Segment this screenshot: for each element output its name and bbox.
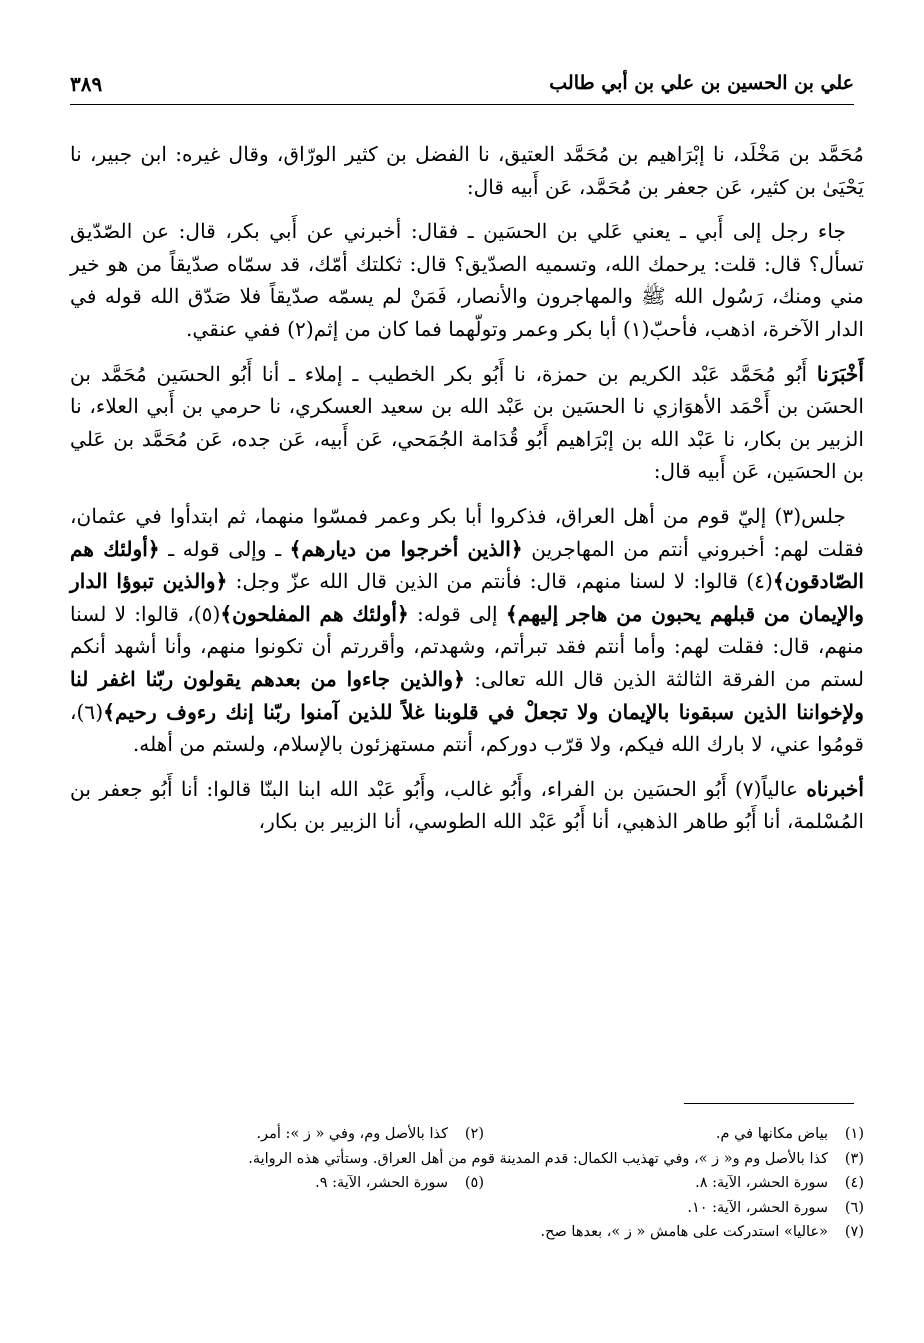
quran-quote-5: ﴿والذين جاءوا من بعدهم يقولون ربّنا اغفر لنا ولإخواننا الذين سبقونا بالإيمان ولا تجعلْ في قلوبنا غلاً للذين آمنوا ربّنا إنك رءوف رحيم﴾: [70, 666, 864, 724]
footnote-7: [541, 1220, 864, 1245]
quran-quote-4: ﴿أولئك هم المفلحون﴾: [220, 601, 409, 626]
footnote-number: (٧): [844, 1224, 864, 1240]
footnote-row: [70, 1196, 864, 1221]
paragraph-4-text-e: (٥)، قالوا: لا لسنا منهم، قال: فقلت لهم: وأما أنتم فقد تبرأتم، وشهدتم، وأقررتم أن تكونوا منهم، وأنا أشهد أنكم لستم من الفرقة الثالثة الذين قال الله تعالى:: [70, 601, 864, 691]
footnote-text: بياض مكانها في م.: [715, 1126, 828, 1142]
footnote-number: (٣): [844, 1150, 864, 1167]
footnote-2: [256, 1122, 484, 1147]
footnote-1: [484, 1122, 864, 1147]
footnote-6: [687, 1196, 864, 1221]
page-header: [70, 72, 854, 105]
main-text: [70, 138, 864, 850]
footnote-number: (٦): [844, 1199, 864, 1216]
footnote-5: [315, 1171, 484, 1196]
paragraph-3-text: أَبُو مُحَمَّد عَبْد الكريم بن حمزة، نا أَبُو بكر الخطيب ـ إملاء ـ أنا أَبُو الحسَين مُحَمَّد بن الحسَن بن أَحْمَد الأهوَازي نا الحسَين بن عَبْد الله بن سعيد العسكري، نا حرمي بن أَبي العلاء، نا الزبير بن بكار، نا عَبْد الله بن إبْرَاهيم أَبُو قُدَامة الجُمَحي، عَن أَبيه، عَن جده، عَن مُحَمَّد بن عَلي بن الحسَين، عَن أَبيه قال:: [70, 361, 864, 484]
paragraph-4: [70, 500, 864, 761]
footnote-row: [70, 1122, 864, 1147]
footnote-4: [484, 1171, 864, 1196]
footnote-text: سورة الحشر، الآية: ٨.: [695, 1175, 828, 1191]
footnote-text: كذا بالأصل وم، وفي « ز »: أمر.: [256, 1126, 448, 1142]
paragraph-4-text-c: (٤) قالوا: لا لسنا منهم، قال: فأنتم من الذين قال الله عزّ وجل:: [227, 569, 773, 594]
paragraph-1: [70, 138, 864, 203]
quran-quote-1: ﴿الذين أخرجوا من ديارهم﴾: [289, 536, 523, 561]
footnote-row: [70, 1171, 864, 1196]
paragraph-4-text-f: (٦)، قومُوا عني، لا بارك الله فيكم، ولا قرّب دوركم، أنتم مستهزئون بالإسلام، ولستم من أهله.: [70, 699, 864, 757]
paragraph-4-text-b: ـ وإلى قوله ـ: [159, 536, 290, 561]
footnotes: [70, 1122, 864, 1245]
paragraph-5: [70, 773, 864, 838]
footnote-text: كذا بالأصل وم و« ز »، وفي تهذيب الكمال: قدم المدينة قوم من أهل العراق. وستأتي هذه الرواية.: [248, 1150, 828, 1167]
footnote-separator: [684, 1103, 854, 1104]
paragraph-2: [70, 215, 864, 345]
footnote-number: (٢): [464, 1126, 484, 1142]
paragraph-4-text-a: جلس(٣) إليّ قوم من أهل العراق، فذكروا أبا بكر وعمر فمسّوا منهما، ثم ابتدأوا في عثمان، فقلت لهم: أخبروني أنتم من المهاجرين: [70, 503, 864, 561]
footnote-number: (٥): [464, 1175, 484, 1191]
footnote-row: [70, 1220, 864, 1245]
running-title: علي بن الحسين بن علي بن أبي طالب: [549, 72, 854, 94]
page-number: ٣٨٩: [70, 72, 103, 96]
footnote-number: (١): [844, 1126, 864, 1142]
paragraph-5-text: عالياً(٧) أَبُو الحسَين بن الفراء، وأَبُو غالب، وأَبُو عَبْد الله ابنا البنّا قالوا: أنا أَبُو جعفر بن المُسْلمة، أنا أَبُو طاهر الذهبي، أنا أَبُو عَبْد الله الطوسي، أنا الزبير بن بكار،: [70, 776, 864, 834]
quran-quote-2: ﴿أولئك هم الصّادقون﴾: [70, 536, 864, 594]
chain-lead-word: أخبرناه: [806, 776, 864, 801]
quran-quote-3: ﴿والذين تبوؤا الدار والإيمان من قبلهم يحبون من هاجر إليهم﴾: [70, 569, 864, 626]
footnote-text: «عاليا» استدركت على هامش « ز »، بعدها صح.: [540, 1224, 828, 1240]
footnote-number: (٤): [844, 1175, 864, 1191]
paragraph-1-text: مُحَمَّد بن مَخْلَد، نا إبْرَاهيم بن مُحَمَّد العتيق، نا الفضل بن كثير الورّاق، وقال غيره: ابن جبير، نا يَحْيَىٰ بن كثير، عَن جعفر بن مُحَمَّد، عَن أَبيه قال:: [70, 142, 864, 199]
paragraph-3: [70, 358, 864, 488]
footnote-row: [70, 1147, 864, 1172]
footnote-text: سورة الحشر، الآية: ٩.: [315, 1175, 448, 1191]
paragraph-4-text-d: إلى قوله:: [408, 601, 506, 626]
footnote-3: [248, 1147, 864, 1172]
paragraph-2-text: جاء رجل إلى أَبي ـ يعني عَلي بن الحسَين ـ فقال: أخبرني عن أَبي بكر، قال: عن الصّدّيق تسأل؟ قال: قلت: يرحمك الله، وتسميه الصدّيق؟ قال: ثكلتك أمّك، قد سمّاه صدّيقاً من هو خير مني ومنك، رَسُول الله ﷺ والمهاجرون والأنصار، فَمَنْ لم يسمّه صدّيقاً فلا صَدّق الله قوله في الدار الآخرة، اذهب، فأحبّ(١) أبا بكر وعمر وتولّهما فما كان من إثم(٢) ففي عنقي.: [70, 219, 864, 341]
chain-lead-word: أَخْبَرَنا: [816, 361, 864, 386]
footnote-text: سورة الحشر، الآية: ١٠.: [687, 1199, 828, 1216]
